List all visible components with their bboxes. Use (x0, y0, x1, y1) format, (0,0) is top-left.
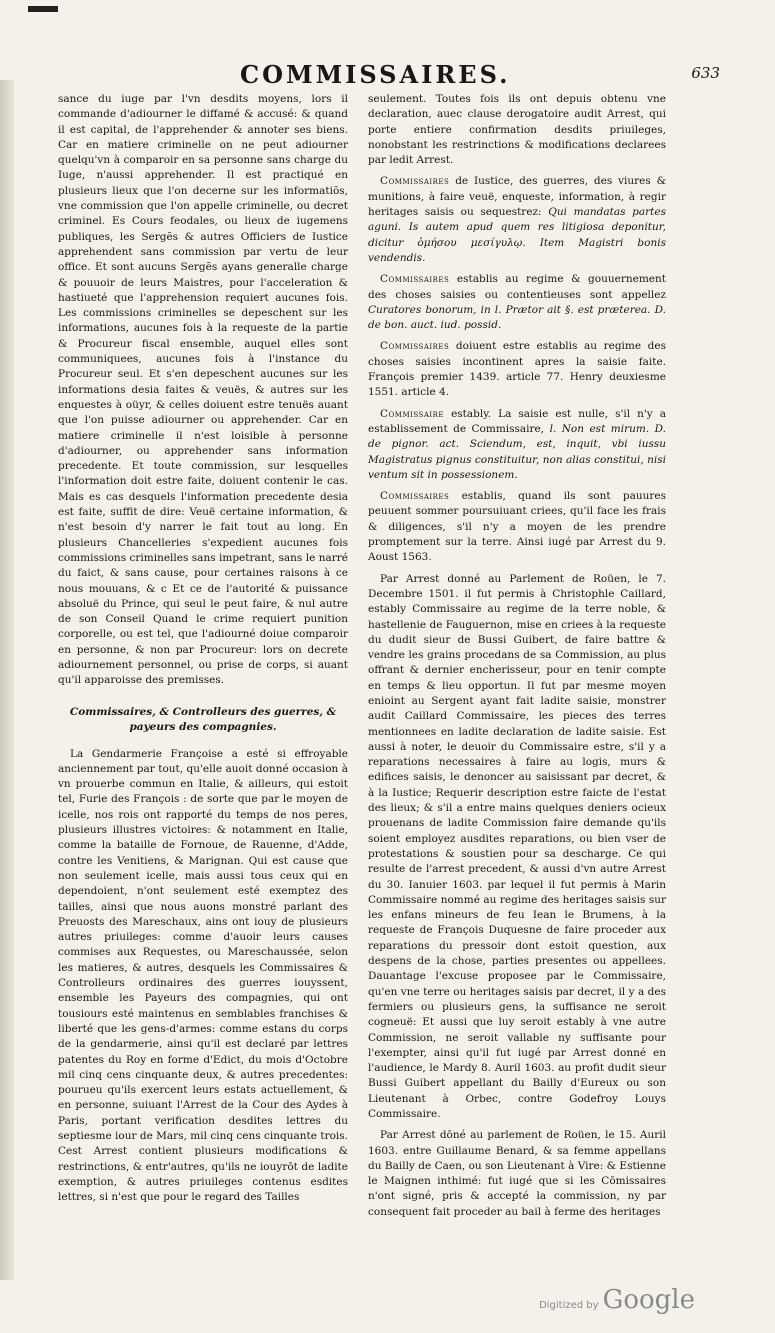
entry-head: Commissaires (380, 490, 450, 503)
paragraph: Par Arrest dōné au parlement de Roüen, le 15. Auril 1603. entre Guillaume Benard, & sa femme appellans du Bailly de Caen, ou son Lieutenant à Vire: & Estienne le Maignen inthimé: fut iugé que si les Cōmissaires n'ont signé, pris & accepté la commission, ny par consequent fait proceder au bail à ferme des heritages (368, 1129, 666, 1218)
entry-head: Commissaire (380, 407, 445, 420)
right-column (368, 92, 666, 1220)
entry-head: Commissaires (380, 175, 450, 188)
page-header (60, 60, 720, 90)
entry-text: doiuent estre establis au regime des choses saisies incontinent apres la saisie faite. François premier 1439. article 77. Henry deuxiesme 1551. article 4. (368, 340, 666, 399)
binding-gutter (0, 80, 14, 1280)
paragraph: La Gendarmerie Françoise a esté si effroyable anciennement par tout, qu'elle auoit donné occasion à vn prouerbe commun en Italie, & ailleurs, qui estoit tel, Furie des François : de sorte que par le moyen de icelle, nos rois ont rapporté du temps de nos peres, plusieurs illustres victoires: & notamment en Italie, comme la bataille de Fornoue, de Rauenne, d'Adde, contre les Venitiens, & Marignan. Qui est cause que non seulement icelle, mais aussi tous ceux qui en dependoient, n'ont seulement esté exemptez des tailles, ainsi que nous auons monstré parlant des Preuosts des Mareschaux, ains ont iouy de plusieurs autres priuileges: comme d'auoir leurs causes commises aux Requestes, ou Mareschaussée, selon les matieres, & autres, desquels les Commissaires & Controlleurs ordinaires des guerres iouyssent, ensemble les Payeurs des compagnies, qui ont tousiours esté maintenus en semblables franchises & liberté que les gens-d'armes: comme estans du corps de la gendarmerie, ainsi qu'il est declaré par lettres patentes du Roy en forme d'Edict, du mois d'Octobre mil cinq cens cinquante deux, & autres precedentes: pourueu qu'ils exercent leurs estats actuellement, & en personne, suiuant l'Arrest de la Cour des Aydes à Paris, portant verification desdites lettres du septiesme iour de Mars, mil cinq cens cinquante trois. Cest Arrest contient plusieurs modifications & restrinctions, & entr'autres, qu'ils ne iouyrōt de ladite exemption, & autres priuileges contenus esdites lettres, si n'est que pour le regard des Tailles (58, 747, 348, 1204)
page-number: 633 (691, 64, 720, 82)
entry-text: establis, quand ils sont pauures peuuent sommer poursuiuant criees, qu'il face les frais & diligences, s'il n'y a moyen de les prendre promptement sur la terre. Ainsi iugé par Arrest du 9. Aoust 1563. (368, 490, 666, 564)
paragraph (368, 174, 666, 266)
latin-citation: l. Non est mirum. D. de pignor. act. Sciendum, est, inquit, vbi iussu Magistratus pignus constituitur, non alias constitui, nisi ventum sit in possessionem. (368, 422, 666, 481)
paragraph (368, 489, 666, 565)
paragraph (368, 339, 666, 400)
latin-citation: Curatores bonorum, in l. Prætor ait §. est præterea. D. de bon. auct. iud. possid. (368, 303, 666, 332)
paragraph (368, 272, 666, 333)
paragraph (368, 407, 666, 483)
latin-citation: Qui mandatas partes aguni. Is autem apud quem res litigiosa deponitur, dicitur ὁμήσου μεσίγυλῳ. Item Magistri bonis vendendis. (368, 206, 666, 264)
google-logo: Google (602, 1285, 695, 1315)
paragraph: Par Arrest donné au Parlement de Roüen, le 7. Decembre 1501. il fut permis à Christophle Caillard, estably Commissaire au regime de la terre noble, & hastellenie de Fauguernon, mise en criees à la requeste du dudit sieur de Bussi Guibert, de faire battre & vendre les grains procedans de sa Commission, au plus offrant & dernier encherisseur, pour en tenir compte en temps & lieu opportun. Il fut par mesme moyen enioint au Sergent ayant fait ladite saisie, monstrer audit Caillard Commissaire, les pieces des terres mentionnees en ladite declaration de ladite saisie. Est aussi à noter, le deuoir du Commissaire estre, s'il y a reparations necessaires à faire au logis, murs & edifices saisis, le denoncer au saisissant par decret, & à la Iustice; Requerir description estre faicte de l'estat des lieux; & s'il a entre mains quelques deniers ocieux prouenans de ladite Commission faire demande qu'ils soient employez ausdites reparations, ou bien vser de protestations & soustien pour sa descharge. Ce qui resulte de l'arrest precedent, & aussi d'vn autre Arrest du 30. Ianuier 1603. par lequel il fut permis à Marin Commissaire nommé au regime des heritages saisis sur les enfans mineurs de feu Iean le Brumens, à la requeste de François Duquesne de faire proceder aux reparations du pressoir dont estoit question, aux despens de la chose, parties presentes ou appellees. Dauantage l'excuse proposee par le Commissaire, qu'en vne terre ou heritages saisis par decret, il y a des fermiers ou plusieurs gens, la suffisance ne seroit cogneuë: Et aussi que luy seroit estably à vne autre Commission, ne seroit vallable ny suffisante pour l'exempter, ainsi qu'il fut iugé par Arrest donné en l'audience, le Mardy 8. Auril 1603. au profit dudit sieur Bussi Guibert appellant du Bailly d'Eureux ou son Lieutenant à Orbec, contre Godefroy Louys Commissaire. (368, 572, 666, 1120)
corner-mark (28, 6, 58, 12)
entry-text: estably. La saisie est nulle, s'il n'y a establissement de Commissaire, (368, 407, 666, 435)
left-column (58, 92, 348, 1205)
entry-head: Commissaires (380, 340, 450, 353)
section-title: Commissaires, & Controlleurs des guerres, & payeurs des compagnies. (69, 705, 337, 733)
paragraph: sance du iuge par l'vn desdits moyens, lors il commande d'adiourner le diffamé & accusé: & quand il est capital, de l'apprehender & annoter ses biens. Car en matiere criminelle on ne peut adiourner quelqu'vn à comparoir en sa personne sans charge du Iuge, n'aussi apprehender. Il est practiqué en plusieurs lieux que l'on decerne sur les informatiõs, vne commission que l'on appelle criminelle, ou decret criminel. Es Cours feodales, ou lieux de iugemens publiques, les Sergẽs & autres Officiers de Iustice apprehendent sans commission par vertu de leur office. Et sont aucuns Sergẽs ayans generalle charge & pouuoir de leurs Maistres, pour l'acceleration & hastiueté que l'apprehension requiert aucunes fois. Les commissions criminelles se depeschent sur les informations, aucunes fois à la requeste de la partie & Procureur fiscal ensemble, auquel elles sont communiquees, aucunes fois à l'instance du Procureur seul. Et s'en depeschent aucunes sur les informations desia faites & veuës, & autres sur les enquestes à oüyr, & celles doiuent estre tenuës auant que l'on puisse adiourner ou apprehender. Car en matiere criminelle il n'est loisible à personne d'adiourner, ou apprehender sans information precedente. Et toute commission, sur lesquelles l'information doit estre faite, doiuent contenir le cas. Mais es cas desquels l'information precedente desia est faite, suffit de dire: Veuë certaine information, & n'est besoin d'y narrer le fait tout au long. En plusieurs Chancelleries s'expedient aucunes fois commissions criminelles sans impetrant, sans le narré du faict, & sans cause, pour certaines raisons à ce nous mouuans, & c Et ce de l'autorité & puissance absoluë du Prince, qui seul le peut faire, & nul autre de son Conseil Quand le crime requiert punition corporelle, ou est tel, que l'adiourné doiue comparoir en personne, & non par Procureur: lors on decrete adiournement personnel, ou prise de corps, si auant qu'il apparoisse des premisses. (58, 93, 348, 687)
entry-head: Commissaires (380, 273, 450, 286)
entry-text: de Iustice, des guerres, des viures & munitions, à faire veuë, enqueste, information, à regir heritages saisis ou sequestrez: (368, 175, 666, 219)
paragraph: seulement. Toutes fois ils ont depuis obtenu vne declaration, auec clause derogatoire audit Arrest, qui porte entiere confirmation desdits priuileges, nonobstant les restrinctions & modifications declarees par ledit Arrest. (368, 93, 666, 167)
watermark-prefix: Digitized by (539, 1300, 599, 1311)
running-head: COMMISSAIRES. (240, 60, 511, 89)
google-watermark (539, 1285, 695, 1315)
entry-text: establis au regime & gouuernement des choses saisies ou contentieuses sont appellez (368, 273, 666, 301)
